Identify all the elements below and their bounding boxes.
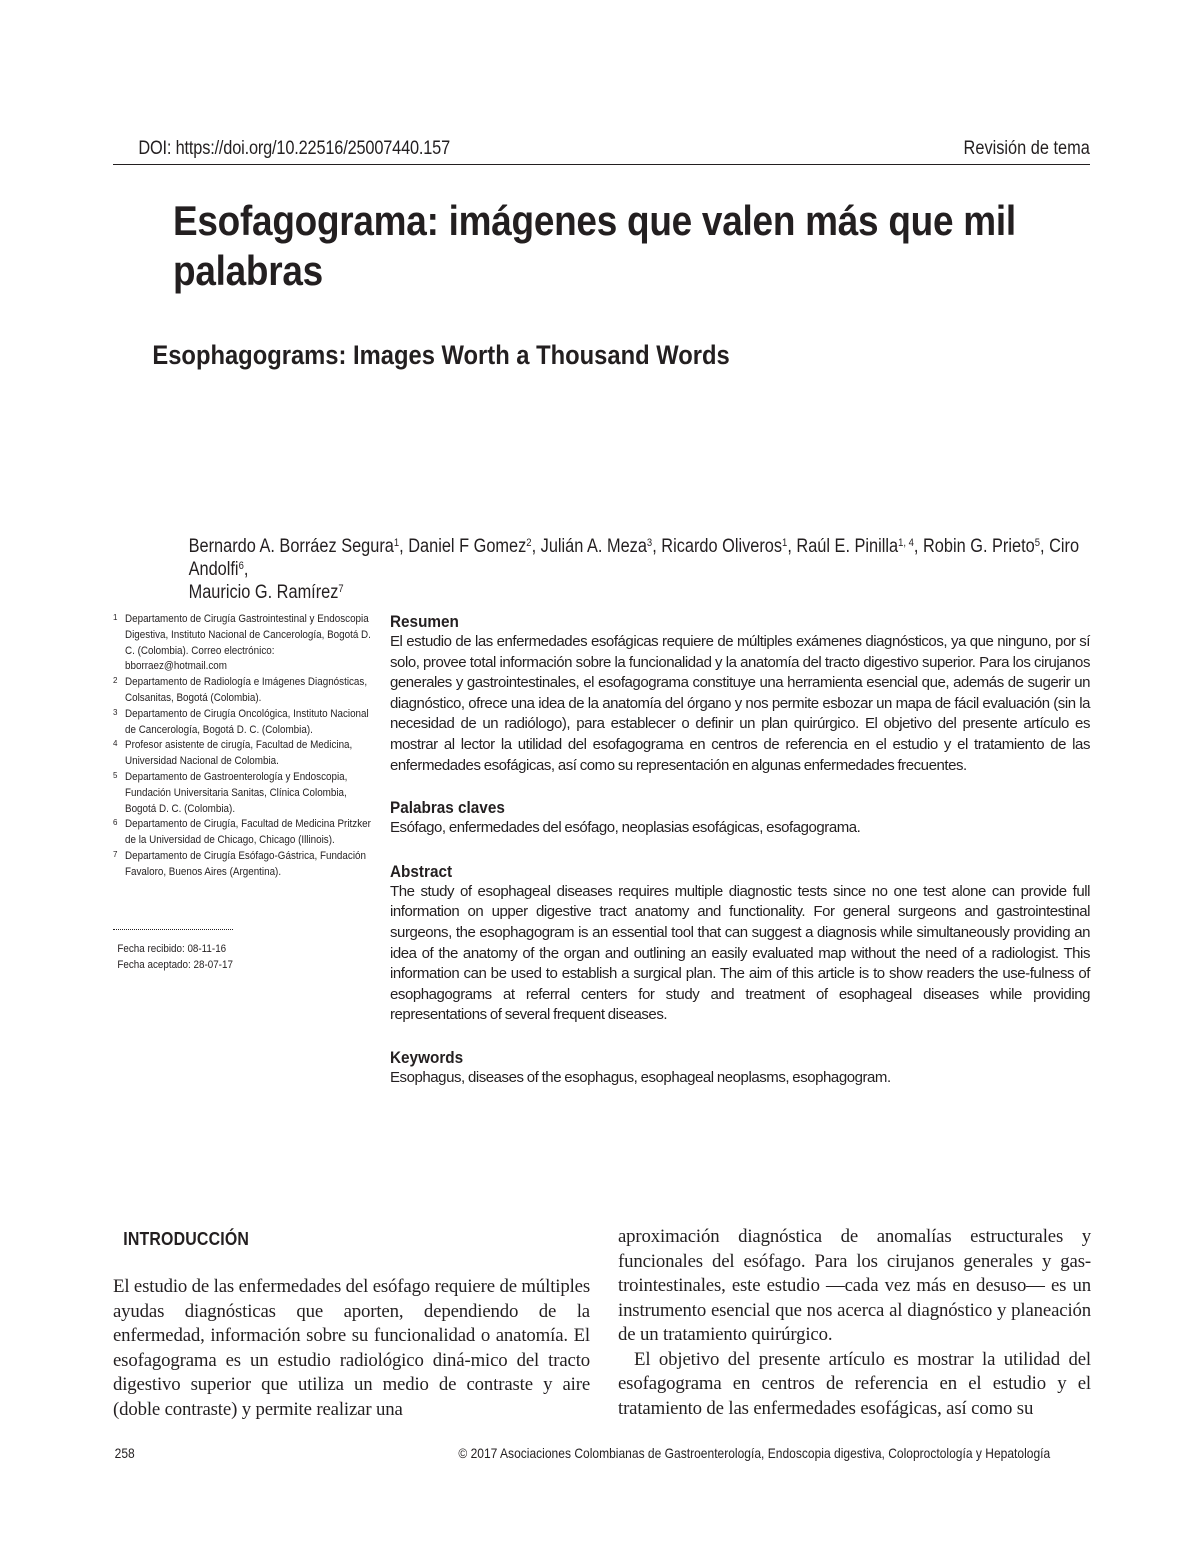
- affiliation-number: 2: [113, 676, 118, 686]
- dotted-divider: [113, 929, 233, 930]
- intro-paragraph-2: aproximación diagnóstica de anomalías estructurales y funcionales del esófago. Para los cirujanos generales y gas-trointestinales, este estudio —cada vez más en desuso— es un instrumento esencial que nos acerca al diagnóstico y planeación de un tratamiento quirúrgico.: [618, 1226, 1091, 1345]
- author-affiliation-mark: 7: [338, 583, 344, 595]
- author-list: Bernardo A. Borráez Segura$^1$, Daniel F Gomez$^2$, Julián A. Meza$^3$, Ricardo Oliveros$^1$, Raúl E. Pinilla$^{1, 4}$, Robin G. Prieto$^5$, Ciro Andolfi$^6$, Mauricio G. Ramírez$^7$: [188, 536, 1080, 603]
- keywords-text: Esophagus, diseases of the esophagus, esophageal neoplasms, esophagogram.: [390, 1068, 891, 1086]
- palabras-heading: Palabras claves: [390, 798, 505, 818]
- affiliation-number: 7: [113, 849, 118, 859]
- date-accepted: Fecha aceptado: 28-07-17: [117, 958, 233, 971]
- author: [189, 536, 400, 557]
- author-affiliation-mark: 2: [526, 537, 532, 549]
- author-name: Bernardo A. Borráez Segura: [188, 536, 394, 557]
- section-label: Revisión de tema: [963, 138, 1090, 159]
- affiliation-number: 4: [113, 739, 118, 749]
- author: [541, 536, 653, 557]
- date-received: Fecha recibido: 08-11-16: [117, 943, 227, 955]
- author-name: Raúl E. Pinilla: [796, 536, 899, 557]
- author-affiliation-mark: 5: [1034, 537, 1040, 549]
- author-name: Ciro Andolfi: [188, 536, 1080, 580]
- affiliation-number: 5: [113, 770, 118, 780]
- author: [661, 536, 787, 557]
- author-affiliation-mark: 1: [393, 537, 400, 549]
- affiliation-text: Departamento de Cirugía, Facultad de Medicina Pritzker de la Universidad de Chicago, Chicago (Illinois).: [125, 818, 371, 847]
- affiliation-number: 1: [113, 613, 118, 622]
- affiliation-text: Departamento de Gastroenterología y Endoscopia, Fundación Universitaria Sanitas, Clínica Colombia, Bogotá D. C. (Colombia).: [125, 770, 348, 815]
- affiliation-text: Departamento de Cirugía Esófago-Gástrica, Fundación Favaloro, Buenos Aires (Argentina).: [125, 849, 366, 878]
- author-affiliation-mark: 3: [646, 537, 653, 549]
- abstract-text: The study of esophageal diseases requires multiple diagnostic tests since no one test alone can provide full information on upper digestive tract anatomy and functionality. For general surgeons and gastrointestinal surgeons, the esophagogram is an essential tool that can suggest a diagnosis while simultaneously providing an idea of the anatomy of the organ and outlining an easily evaluated map without the need of a radiologist. This information can be used to establish a surgical plan. The aim of this article is to show readers the use-fulness of esophagograms at referral centers for study and treatment of esophageal diseases while providing representations of several frequent diseases.: [390, 882, 1090, 1024]
- abstract-block: [390, 612, 1090, 1089]
- article-dates: [117, 942, 233, 974]
- author-name: Daniel F Gomez: [408, 536, 527, 557]
- author-affiliation-mark: 6: [238, 560, 244, 572]
- palabras-text: Esófago, enfermedades del esófago, neoplasias esofágicas, esofagograma.: [390, 819, 861, 837]
- affiliation-item: [113, 707, 393, 739]
- article-title: Esofagograma: imágenes que valen más que mil palabras: [173, 197, 1016, 294]
- affiliation-number: 3: [113, 707, 118, 717]
- author-name: Julián A. Meza: [540, 536, 647, 557]
- author-name: Ricardo Oliveros: [661, 536, 783, 557]
- author-name: Mauricio G. Ramírez: [188, 582, 339, 603]
- affiliation-item: [113, 675, 393, 707]
- author-affiliation-mark: 1, 4: [898, 537, 914, 549]
- body-column-left: [113, 1275, 590, 1422]
- header-rule: [113, 164, 1090, 165]
- author: [923, 536, 1040, 557]
- doi-link[interactable]: DOI: https://doi.org/10.22516/25007440.157: [138, 138, 451, 159]
- intro-heading: INTRODUCCIÓN: [123, 1228, 250, 1249]
- page-number: 258: [114, 1445, 135, 1461]
- affiliation-number: 6: [113, 818, 118, 828]
- affiliation-item: [113, 770, 393, 817]
- author: [189, 582, 344, 603]
- author: [408, 536, 531, 557]
- body-column-right: [618, 1225, 1091, 1421]
- resumen-heading: Resumen: [390, 612, 459, 631]
- affiliation-item: [113, 817, 393, 849]
- author: [796, 536, 914, 557]
- keywords-heading: Keywords: [390, 1047, 464, 1067]
- intro-paragraph-1: El estudio de las enfermedades del esófago requiere de múltiples ayudas diagnósticas que aporten, dependiendo de la enfermedad, información sobre su funcionalidad o anatomía. El esofagograma es un estudio radiológico diná-mico del tracto digestivo superior que utiliza un medio de contraste y aire (doble contraste) y permite realizar una: [113, 1276, 590, 1420]
- author-name: Robin G. Prieto: [922, 536, 1035, 557]
- affiliations: [113, 612, 393, 881]
- copyright-notice: © 2017 Asociaciones Colombianas de Gastroenterología, Endoscopia digestiva, Coloproctología y Hepatología: [458, 1445, 1050, 1461]
- intro-paragraph-3: El objetivo del presente artículo es mostrar la utilidad del esofagograma en centros de referencia en el estudio y el tratamiento de las enfermedades esofágicas, así como su: [618, 1348, 1091, 1419]
- author-affiliation-mark: 1: [782, 537, 788, 549]
- affiliation-text: Departamento de Radiología e Imágenes Diagnósticas, Colsanitas, Bogotá (Colombia).: [125, 676, 368, 704]
- affiliation-item: [113, 849, 393, 881]
- resumen-text: El estudio de las enfermedades esofágicas requiere de múltiples exámenes diagnósticos, ya que ninguno, por sí solo, provee total información sobre la funcionalidad y la anatomía del tracto digestivo superior. Para los cirujanos generales y gastrointestinales, el esofagograma constituye una herramienta esencial que, además de sugerir un diagnóstico, ofrece una idea de la anatomía del órgano y nos permite esbozar un mapa de fácil evaluación (sin la necesidad de un radiólogo), para establecer o definir un plan quirúrgico. El objetivo del presente artículo es mostrar al lector la utilidad del esofagograma en centros de referencia en el estudio y el tratamiento de las enfermedades esofágicas, así como su representación en algunas enfermedades frecuentes.: [390, 633, 1090, 774]
- affiliation-text: Departamento de Cirugía Gastrointestinal y Endoscopia Digestiva, Instituto Nacional de Cancerología, Bogotá D. C. (Colombia). Correo electrónico: bborraez@hotmail.com: [125, 613, 371, 673]
- affiliation-text: Departamento de Cirugía Oncológica, Instituto Nacional de Cancerología, Bogotá D. C. (Colombia).: [125, 707, 369, 736]
- affiliation-text: Profesor asistente de cirugía, Facultad de Medicina, Universidad Nacional de Colombia.: [125, 739, 353, 768]
- affiliation-item: [113, 612, 393, 675]
- article-subtitle: Esophagograms: Images Worth a Thousand Words: [152, 340, 730, 370]
- affiliation-item: [113, 738, 393, 770]
- abstract-heading: Abstract: [390, 861, 453, 881]
